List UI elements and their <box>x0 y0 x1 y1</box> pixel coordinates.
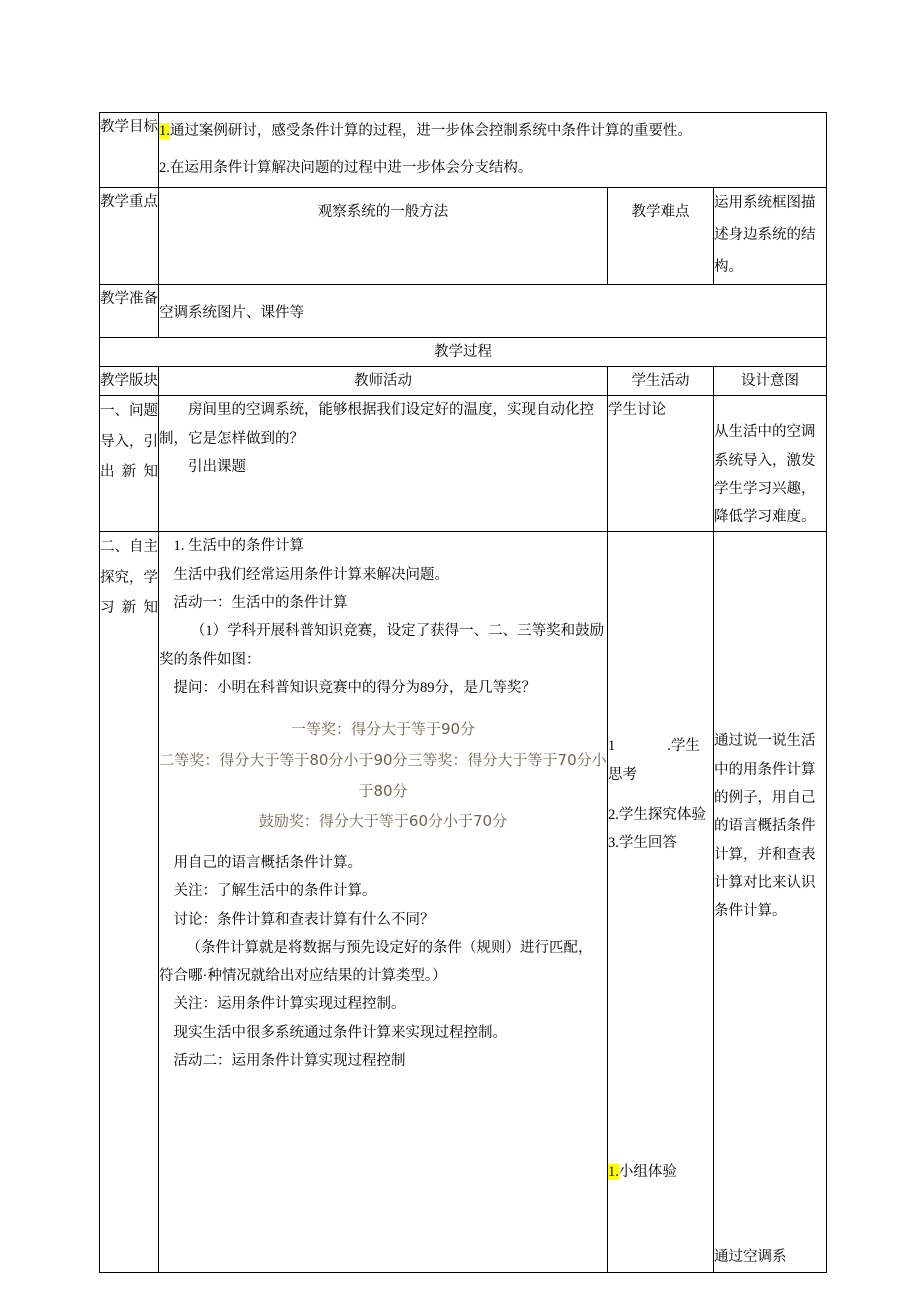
keypoint-label: 教学重点 <box>100 187 159 284</box>
objective-label: 教学目标 <box>100 113 159 188</box>
section1-teacher-p2: 引出课题 <box>188 458 246 475</box>
spacer <box>159 837 607 849</box>
preparation-value: 空调系统图片、课件等 <box>159 284 827 337</box>
table-row-process-header <box>100 337 827 366</box>
student-group-number: 1. <box>608 1163 619 1180</box>
section2-student-line-0 <box>608 732 713 760</box>
section2-student-line-2: 2.学生探究体验 <box>608 807 706 823</box>
column-header-student: 学生活动 <box>608 367 714 396</box>
section2-student-line-1: 思考 <box>608 766 637 783</box>
section1-teacher-content <box>159 396 608 532</box>
table-row-section-2 <box>100 532 827 1272</box>
section1-student-content: 学生讨论 <box>608 396 714 532</box>
objective-item-1 <box>159 113 826 150</box>
section2-teacher-line-1: 生活中我们经常运用条件计算来解决问题。 <box>173 566 449 583</box>
objective-item-1-text: 通过案例研讨，感受条件计算的过程，进一步体会控制系统中条件计算的重要性。 <box>169 123 692 139</box>
section2-student-group <box>608 1158 713 1186</box>
section2-tail-0: 用自己的语言概括条件计算。 <box>173 855 362 872</box>
table-row-preparation <box>100 284 827 337</box>
award-tier-1: 一等奖：得分大于等于90分 <box>290 720 476 739</box>
section2-teacher-line-2: 活动一：生活中的条件计算 <box>173 595 348 611</box>
section1-teacher-p1: 房间里的空调系统，能够根据我们设定好的温度，实现自动化控制，它是怎样做到的？ <box>159 402 594 447</box>
section2-student-content <box>608 532 714 1272</box>
objective-content <box>159 113 827 188</box>
column-header-intent: 设计意图 <box>714 367 827 396</box>
spacer <box>714 925 826 1243</box>
section2-tail2-0: 关注：运用条件计算实现过程控制。 <box>173 996 406 1013</box>
section2-teacher-p4: （1）学科开展科普知识竞赛，设定了获得一、二、三等奖和鼓励奖的条件如图： <box>159 623 605 668</box>
section2-block-label: 二、自主探究，学习新知 <box>100 532 159 1272</box>
award-tier-encourage: 鼓励奖：得分大于等于60分小于70分 <box>258 812 508 831</box>
difficulty-label: 教学难点 <box>608 187 714 284</box>
process-header: 教学过程 <box>100 337 827 366</box>
spacer <box>159 702 607 714</box>
student-line-text: .学生 <box>667 738 700 755</box>
objective-item-2: 2.在运用条件计算解决问题的过程中进一步体会分支结构。 <box>159 159 533 176</box>
lesson-plan-table <box>99 112 827 1273</box>
spacer <box>608 789 713 801</box>
preparation-label: 教学准备 <box>100 284 159 337</box>
table-row-objective <box>100 113 827 188</box>
keypoint-value: 观察系统的一般方法 <box>159 187 608 284</box>
student-line-number: 1 <box>608 738 616 755</box>
student-group-text: 小组体验 <box>618 1163 677 1180</box>
table-row-column-headers <box>100 367 827 396</box>
section2-tail2-1: 现实生活中很多系统通过条件计算来实现过程控制。 <box>173 1024 507 1041</box>
section2-tail-1: 关注：了解生活中的条件计算。 <box>173 883 377 900</box>
section1-block-label: 一、问题导入，引出新知 <box>100 396 159 532</box>
column-header-teacher: 教师活动 <box>159 367 608 396</box>
spacer <box>714 532 826 727</box>
spacer <box>608 532 713 732</box>
spacer <box>159 1075 607 1131</box>
section2-teacher-p5: 提问：小明在科普知识竞赛中的得分为89分，是几等奖？ <box>173 679 536 696</box>
spacer <box>714 396 826 418</box>
table-row-section-1 <box>100 396 827 532</box>
spacer <box>159 481 607 515</box>
column-header-block: 教学版块 <box>100 367 159 396</box>
section2-intent-text-2: 通过空调系 <box>714 1249 787 1266</box>
objective-item-1-number: 1. <box>159 123 170 139</box>
table-row-keypoint <box>100 187 827 284</box>
award-tier-2-3: 二等奖：得分大于等于80分小于90分三等奖：得分大于等于70分小于80分 <box>159 750 607 800</box>
section1-intent-text: 从生活中的空调系统导入，激发学生学习兴趣，降低学习难度。 <box>714 424 816 526</box>
difficulty-value: 运用系统框图描述身边系统的结构。 <box>714 187 827 284</box>
section2-intent-text: 通过说一说生活中的用条件计算的例子，用自己的语言概括条件计算，并和查表计算对比来认识条件计算。 <box>714 733 816 920</box>
section2-student-line-3: 3.学生回答 <box>608 835 677 852</box>
section2-teacher-line-0: 1. 生活中的条件计算 <box>173 538 304 555</box>
section1-intent-content <box>714 396 827 532</box>
section2-teacher-content <box>159 532 608 1272</box>
section2-tail-2: 讨论：条件计算和查表计算有什么不同？ <box>173 911 435 928</box>
spacer <box>608 858 713 1158</box>
section2-tail2-2: 活动二：运用条件计算实现过程控制 <box>173 1052 406 1069</box>
section2-intent-content <box>714 532 827 1272</box>
section2-paren-text: （条件计算就是将数据与预先设定好的条件（规则）进行匹配，符合哪·种情况就给出对应结果的计算类型。） <box>159 939 593 985</box>
